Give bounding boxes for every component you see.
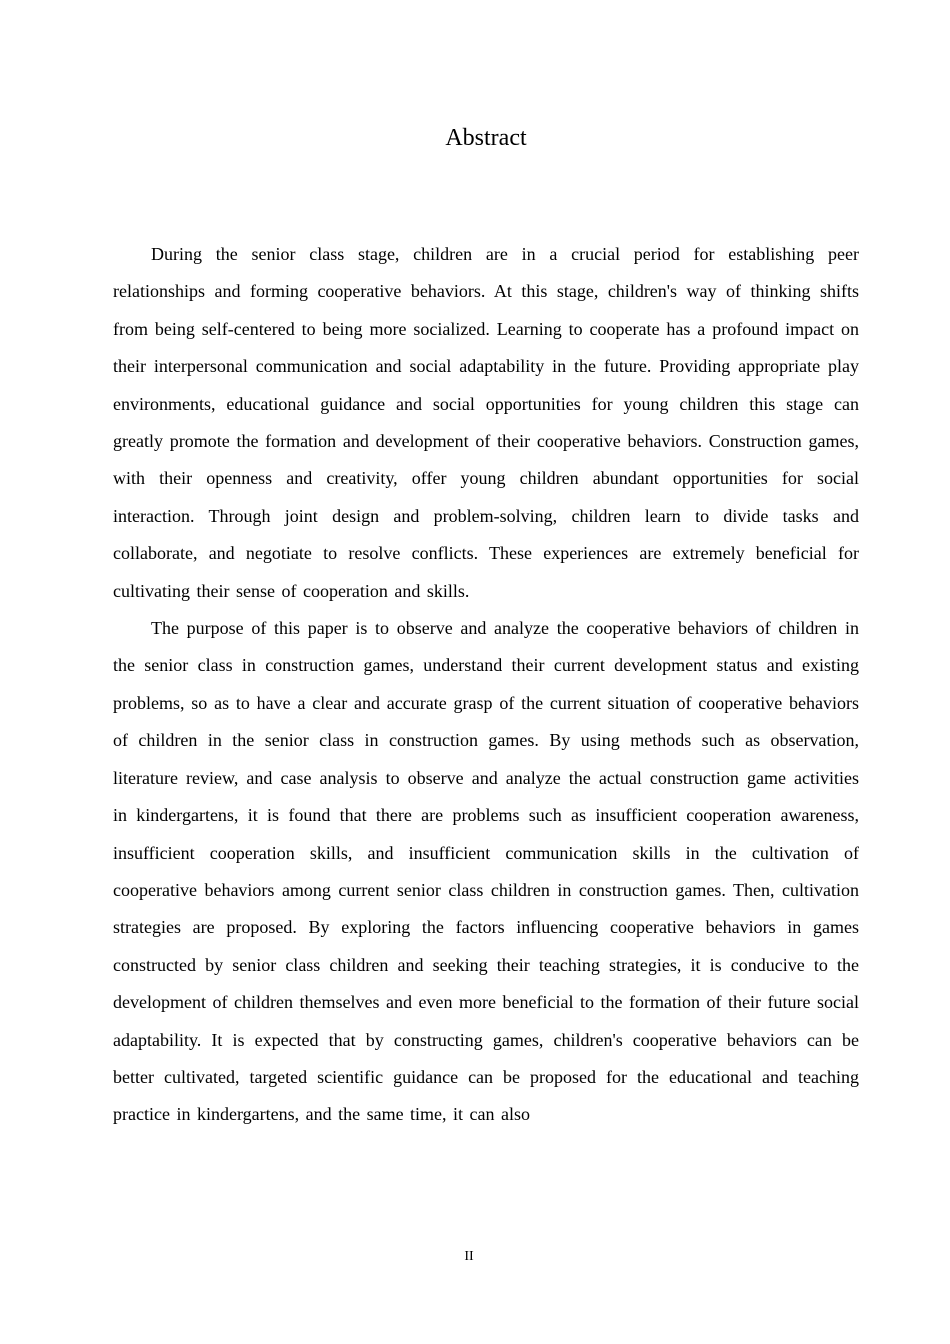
abstract-paragraph-1: During the senior class stage, children are in a crucial period for establishing peer relationships and forming cooperative behaviors. At this stage, children's way of thinking shifts from being self-centered to being more socialized. Learning to cooperate has a profound impact on their interpersonal communication and social adaptability in the future. Providing appropriate play environments, educational guidance and social opportunities for young children this stage can greatly promote the formation and development of their cooperative behaviors. Construction games, with their openness and creativity, offer young children abundant opportunities for social interaction. Through joint design and problem-solving, children learn to divide tasks and collaborate, and negotiate to resolve conflicts. These experiences are extremely beneficial for cultivating their sense of cooperation and skills. bbox=[113, 244, 859, 601]
page-title: Abstract bbox=[445, 125, 527, 151]
page-number: II bbox=[464, 1249, 474, 1264]
abstract-paragraph-2: The purpose of this paper is to observe and analyze the cooperative behaviors of children in the senior class in construction games, understand their current development status and existing problems, so as to have a clear and accurate grasp of the current situation of cooperative behaviors of children in the senior class in construction games. By using methods such as observation, literature review, and case analysis to observe and analyze the actual construction game activities in kindergartens, it is found that there are problems such as insufficient cooperation awareness, insufficient cooperation skills, and insufficient communication skills in the cultivation of cooperative behaviors among current senior class children in construction games. Then, cultivation strategies are proposed. By exploring the factors influencing cooperative behaviors in games constructed by senior class children and seeking their teaching strategies, it is conducive to the development of children themselves and even more beneficial to the formation of their future social adaptability. It is expected that by constructing games, children's cooperative behaviors can be better cultivated, targeted scientific guidance can be proposed for the educational and teaching practice in kindergartens, and the same time, it can also bbox=[113, 618, 859, 1125]
abstract-body bbox=[113, 236, 859, 1134]
